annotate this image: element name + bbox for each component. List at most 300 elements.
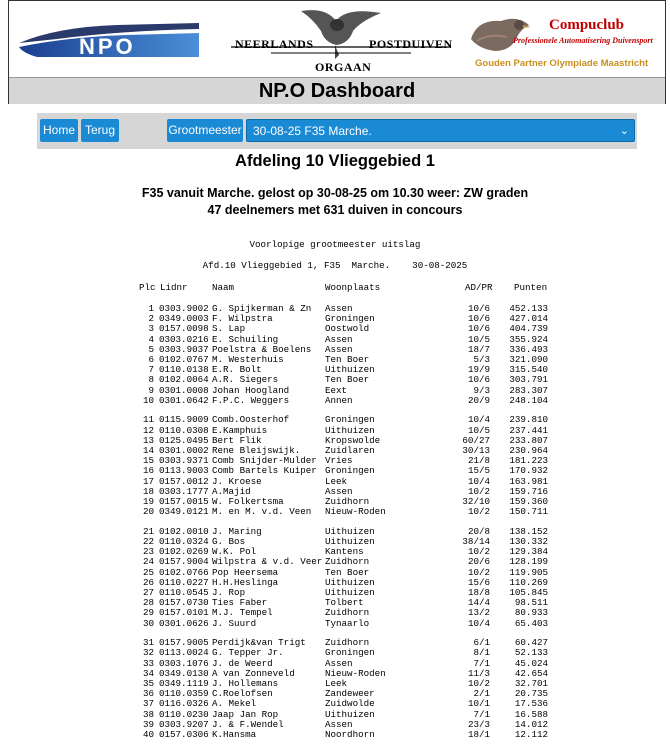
table-row: [0, 385, 670, 395]
cell-woonplaats: Groningen: [325, 647, 375, 659]
report-title: Voorlopige grootmeester uitslag: [249, 239, 421, 250]
cell-woonplaats: Assen: [325, 657, 353, 669]
cell-lidnr: 0157.0098: [159, 323, 209, 335]
cell-adpr: 23/3: [467, 718, 490, 730]
cell-naam: J. Rop: [212, 587, 246, 598]
cell-naam: J. Suurd: [212, 617, 257, 629]
cell-naam: E.R. Bolt: [212, 364, 262, 376]
cell-woonplaats: Assen: [325, 303, 353, 314]
cell-plc: 15: [142, 455, 154, 467]
cell-plc: 34: [142, 667, 154, 679]
cell-naam: H.H.Heslinga: [212, 576, 279, 588]
cell-woonplaats: Assen: [325, 333, 353, 345]
cell-naam: A van Zonneveld: [212, 667, 295, 679]
table-row: [0, 698, 670, 708]
cell-plc: 33: [142, 657, 154, 669]
table-row: [0, 334, 670, 344]
cell-lidnr: 0301.0642: [159, 394, 209, 406]
cell-punten: 130.332: [509, 536, 548, 547]
cell-adpr: 21/8: [467, 455, 490, 467]
cell-punten: 159.360: [509, 496, 548, 507]
cell-punten: 129.384: [509, 546, 548, 558]
cell-lidnr: 0110.0138: [159, 364, 209, 376]
cell-adpr: 9/3: [473, 384, 490, 396]
cell-adpr: 15/5: [467, 465, 490, 477]
table-header: [0, 282, 670, 292]
cell-lidnr: 0303.1777: [159, 485, 209, 497]
table-row: [0, 496, 670, 506]
cell-plc: 26: [142, 576, 154, 588]
cell-plc: 35: [142, 678, 154, 689]
cell-lidnr: 0110.0545: [159, 587, 209, 598]
cell-adpr: 8/1: [473, 647, 490, 659]
cell-plc: 19: [142, 496, 154, 507]
cell-plc: 24: [142, 556, 154, 568]
cell-lidnr: 0110.0359: [159, 688, 209, 700]
cell-naam: G. Spijkerman & Zn: [212, 303, 312, 314]
cell-plc: 38: [142, 708, 154, 720]
cell-lidnr: 0303.9371: [159, 455, 209, 467]
cell-naam: J. Kroese: [212, 475, 262, 487]
nl-logo-right-text: POSTDUIVEN: [369, 37, 453, 51]
cell-plc: 36: [142, 688, 154, 700]
cell-woonplaats: Assen: [325, 718, 353, 730]
table-row: [0, 597, 670, 607]
cell-woonplaats: Oostwold: [325, 323, 370, 335]
cell-lidnr: 0102.0766: [159, 566, 209, 578]
cell-punten: 12.112: [514, 729, 548, 740]
cell-plc: 20: [142, 506, 154, 518]
cell-lidnr: 0303.9002: [159, 303, 209, 314]
table-row: [0, 668, 670, 678]
cell-lidnr: 0110.0227: [159, 576, 209, 588]
table-row: [0, 587, 670, 597]
cell-adpr: 10/2: [467, 678, 490, 689]
cell-woonplaats: Uithuizen: [325, 708, 375, 720]
cell-woonplaats: Zuidhorn: [325, 496, 370, 507]
cell-plc: 32: [142, 647, 154, 659]
table-row: [0, 476, 670, 486]
cell-lidnr: 0113.0024: [159, 647, 209, 659]
table-row: [0, 556, 670, 566]
cell-naam: M. en M. v.d. Veen: [212, 506, 312, 518]
cell-plc: 25: [142, 566, 154, 578]
col-header-woonplaats: Woonplaats: [325, 282, 381, 293]
cell-adpr: 10/6: [467, 374, 490, 386]
cell-punten: 42.654: [514, 667, 548, 679]
cell-adpr: 14/4: [467, 597, 490, 609]
cell-plc: 5: [148, 343, 154, 355]
npo-logo-graphic: [17, 21, 199, 61]
cell-woonplaats: Annen: [325, 394, 353, 406]
cell-lidnr: 0113.9003: [159, 465, 209, 477]
cell-woonplaats: Nieuw-Roden: [325, 667, 386, 679]
cell-lidnr: 0102.0010: [159, 525, 209, 537]
table-row: [0, 709, 670, 719]
cell-adpr: 10/4: [467, 617, 490, 629]
table-row: [0, 719, 670, 729]
report-subtitle: Afd.10 Vlieggebied 1, F35 Marche. 30-08-2025: [202, 260, 468, 271]
cell-naam: J. Hollemans: [212, 678, 279, 689]
table-row: [0, 618, 670, 628]
cell-naam: J. & F.Wendel: [212, 718, 284, 730]
cell-adpr: 10/4: [467, 475, 490, 487]
cell-adpr: 5/3: [473, 354, 490, 365]
cell-punten: 14.012: [514, 718, 548, 730]
cell-woonplaats: Groningen: [325, 414, 375, 426]
cell-punten: 52.133: [514, 647, 548, 659]
cell-naam: E.Kamphuis: [212, 424, 268, 436]
cell-adpr: 10/6: [467, 313, 490, 325]
cell-woonplaats: Uithuizen: [325, 536, 375, 547]
table-row: [0, 465, 670, 475]
cell-plc: 13: [142, 434, 154, 446]
section-title: Afdeling 10 Vlieggebied 1: [235, 152, 435, 170]
cell-woonplaats: Ten Boer: [325, 566, 370, 578]
table-row: [0, 374, 670, 384]
cell-naam: G. Tepper Jr.: [212, 647, 284, 659]
cell-woonplaats: Zuidlaren: [325, 445, 375, 456]
cell-punten: 45.024: [514, 657, 548, 669]
table-row: [0, 637, 670, 647]
cell-naam: Comb Snijder-Mulder: [212, 455, 317, 467]
compuclub-title: Compuclub: [549, 17, 625, 33]
table-row: [0, 435, 670, 445]
cell-adpr: 19/9: [467, 364, 490, 376]
cell-adpr: 10/2: [467, 546, 490, 558]
npo-logo-text: NPO: [79, 34, 136, 59]
table-row: [0, 364, 670, 374]
cell-woonplaats: Groningen: [325, 465, 375, 477]
cell-punten: 159.716: [509, 485, 548, 497]
cell-adpr: 10/5: [467, 424, 490, 436]
cell-lidnr: 0116.0326: [159, 698, 209, 710]
cell-naam: Poelstra & Boelens: [212, 343, 312, 355]
cell-lidnr: 0102.0269: [159, 546, 209, 558]
cell-punten: 80.933: [514, 607, 548, 619]
cell-naam: G. Bos: [212, 536, 246, 547]
cell-naam: K.Hansma: [212, 729, 257, 740]
nl-logo-bottom-text: ORGAAN: [315, 60, 372, 74]
cell-punten: 20.735: [514, 688, 548, 700]
cell-woonplaats: Zandeweer: [325, 688, 375, 700]
cell-plc: 17: [142, 475, 154, 487]
cell-plc: 28: [142, 597, 154, 609]
cell-punten: 355.924: [509, 333, 548, 345]
cell-punten: 128.199: [509, 556, 548, 568]
cell-punten: 239.810: [509, 414, 548, 426]
cell-adpr: 6/1: [473, 637, 490, 649]
cell-woonplaats: Leek: [325, 678, 348, 689]
cell-lidnr: 0303.1076: [159, 657, 209, 669]
col-header-punten: Punten: [514, 282, 548, 293]
cell-naam: Wilpstra & v.d. Veer: [212, 556, 323, 568]
table-row: [0, 536, 670, 546]
cell-plc: 14: [142, 445, 154, 456]
table-row: [0, 395, 670, 405]
cell-naam: Pop Heersema: [212, 566, 279, 578]
cell-lidnr: 0301.0002: [159, 445, 209, 456]
cell-lidnr: 0110.0308: [159, 424, 209, 436]
table-row: [0, 323, 670, 333]
cell-lidnr: 0157.9004: [159, 556, 209, 568]
cell-punten: 170.932: [509, 465, 548, 477]
cell-plc: 40: [142, 729, 154, 740]
cell-woonplaats: Uithuizen: [325, 525, 375, 537]
cell-naam: W.K. Pol: [212, 546, 257, 558]
cell-plc: 2: [148, 313, 154, 325]
cell-punten: 315.540: [509, 364, 548, 376]
col-header-lidnr: Lidnr: [160, 282, 188, 293]
cell-punten: 16.588: [514, 708, 548, 720]
compuclub-pigeon-icon: [467, 11, 537, 59]
cell-adpr: 60/27: [462, 434, 490, 446]
cell-plc: 37: [142, 698, 154, 710]
cell-plc: 1: [148, 303, 154, 314]
title-bar: [9, 77, 665, 104]
page-header: [8, 0, 666, 104]
cell-lidnr: 0157.0306: [159, 729, 209, 740]
cell-lidnr: 0301.0626: [159, 617, 209, 629]
cell-plc: 29: [142, 607, 154, 619]
cell-woonplaats: Tolbert: [325, 597, 364, 609]
cell-adpr: 10/1: [467, 698, 490, 710]
cell-lidnr: 0303.9207: [159, 718, 209, 730]
cell-adpr: 13/2: [467, 607, 490, 619]
cell-lidnr: 0157.0015: [159, 496, 209, 507]
cell-naam: Johan Hoogland: [212, 384, 290, 396]
cell-lidnr: 0125.0495: [159, 434, 209, 446]
cell-adpr: 2/1: [473, 688, 490, 700]
cell-plc: 10: [142, 394, 154, 406]
table-row: [0, 729, 670, 739]
cell-punten: 336.493: [509, 343, 548, 355]
table-row: [0, 607, 670, 617]
cell-punten: 60.427: [514, 637, 548, 649]
cell-lidnr: 0301.0008: [159, 384, 209, 396]
cell-lidnr: 0102.0064: [159, 374, 209, 386]
table-row: [0, 354, 670, 364]
cell-punten: 98.511: [514, 597, 548, 609]
cell-lidnr: 0349.0130: [159, 667, 209, 679]
cell-woonplaats: Zuidhorn: [325, 556, 370, 568]
npo-logo: [17, 21, 199, 61]
table-row: [0, 567, 670, 577]
cell-naam: W. Folkertsma: [212, 496, 284, 507]
cell-punten: 404.739: [509, 323, 548, 335]
cell-woonplaats: Zuidwolde: [325, 698, 375, 710]
cell-naam: F.P.C. Weggers: [212, 394, 290, 406]
cell-woonplaats: Zuidhorn: [325, 637, 370, 649]
cell-adpr: 30/13: [462, 445, 490, 456]
cell-naam: F. Wilpstra: [212, 313, 273, 325]
logo-bar: [9, 1, 665, 77]
cell-adpr: 10/6: [467, 323, 490, 335]
cell-woonplaats: Kantens: [325, 546, 364, 558]
race-info-line1: F35 vanuit Marche. gelost op 30-08-25 om 10.30 weer: ZW graden: [141, 186, 529, 200]
cell-adpr: 10/2: [467, 566, 490, 578]
cell-plc: 11: [142, 414, 154, 426]
cell-naam: A.R. Siegers: [212, 374, 279, 386]
cell-naam: E. Schuiling: [212, 333, 279, 345]
cell-punten: 138.152: [509, 525, 548, 537]
cell-lidnr: 0349.0003: [159, 313, 209, 325]
cell-naam: Comb.Oosterhof: [212, 414, 290, 426]
table-row: [0, 647, 670, 657]
cell-adpr: 10/2: [467, 485, 490, 497]
cell-punten: 230.964: [509, 445, 548, 456]
race-info-line2: 47 deelnemers met 631 duiven in concours: [207, 203, 463, 217]
cell-lidnr: 0157.0101: [159, 607, 209, 619]
table-row: [0, 526, 670, 536]
cell-adpr: 10/2: [467, 506, 490, 518]
cell-punten: 119.905: [509, 566, 548, 578]
cell-naam: J. de Weerd: [212, 657, 273, 669]
table-row: [0, 678, 670, 688]
cell-lidnr: 0157.0012: [159, 475, 209, 487]
table-row: [0, 455, 670, 465]
cell-plc: 3: [148, 323, 154, 335]
table-row: [0, 445, 670, 455]
cell-lidnr: 0157.9005: [159, 637, 209, 649]
table-row: [0, 313, 670, 323]
cell-naam: A.Majid: [212, 485, 251, 497]
cell-punten: 110.269: [509, 576, 548, 588]
compuclub-subtitle: Professionele Automatisering Duivensport: [513, 36, 653, 45]
grootmeester-button[interactable]: Grootmeester: [167, 119, 243, 142]
col-header-adpr: AD/PR: [465, 282, 493, 293]
cell-woonplaats: Uithuizen: [325, 364, 375, 376]
table-row: [0, 546, 670, 556]
cell-adpr: 18/8: [467, 587, 490, 598]
cell-lidnr: 0303.0216: [159, 333, 209, 345]
table-row: [0, 577, 670, 587]
table-row: [0, 425, 670, 435]
table-row: [0, 344, 670, 354]
cell-punten: 163.981: [509, 475, 548, 487]
cell-naam: S. Lap: [212, 323, 246, 335]
cell-lidnr: 0102.0767: [159, 354, 209, 365]
cell-adpr: 11/3: [467, 667, 490, 679]
cell-plc: 6: [148, 354, 154, 365]
cell-punten: 17.536: [514, 698, 548, 710]
cell-woonplaats: Noordhorn: [325, 729, 375, 740]
table-row: [0, 414, 670, 424]
col-header-naam: Naam: [212, 282, 235, 293]
cell-adpr: 7/1: [473, 708, 490, 720]
cell-woonplaats: Kropswolde: [325, 434, 381, 446]
cell-lidnr: 0115.9009: [159, 414, 209, 426]
cell-plc: 22: [142, 536, 154, 547]
back-button[interactable]: Terug: [81, 119, 119, 142]
cell-plc: 4: [148, 333, 154, 345]
race-select[interactable]: [246, 119, 635, 142]
table-row: [0, 303, 670, 313]
cell-woonplaats: Uithuizen: [325, 576, 375, 588]
compuclub-partner-text: Gouden Partner Olympiade Maastricht: [475, 58, 649, 69]
cell-punten: 237.441: [509, 424, 548, 436]
cell-adpr: 32/10: [462, 496, 490, 507]
cell-punten: 150.711: [509, 506, 548, 518]
cell-naam: Ties Faber: [212, 597, 268, 609]
cell-naam: Jaap Jan Rop: [212, 708, 279, 720]
cell-woonplaats: Groningen: [325, 313, 375, 325]
cell-woonplaats: Uithuizen: [325, 587, 375, 598]
cell-adpr: 10/4: [467, 414, 490, 426]
cell-adpr: 20/8: [467, 525, 490, 537]
cell-woonplaats: Leek: [325, 475, 348, 487]
cell-plc: 39: [142, 718, 154, 730]
cell-woonplaats: Eext: [325, 384, 348, 396]
cell-plc: 7: [148, 364, 154, 376]
cell-adpr: 38/14: [462, 536, 490, 547]
cell-adpr: 20/6: [467, 556, 490, 568]
cell-plc: 27: [142, 587, 154, 598]
cell-punten: 283.307: [509, 384, 548, 396]
cell-lidnr: 0110.0230: [159, 708, 209, 720]
cell-punten: 233.807: [509, 434, 548, 446]
cell-naam: A. Mekel: [212, 698, 257, 710]
cell-lidnr: 0110.0324: [159, 536, 209, 547]
cell-punten: 248.104: [509, 394, 548, 406]
cell-naam: M. Westerhuis: [212, 354, 284, 365]
cell-plc: 16: [142, 465, 154, 477]
cell-plc: 30: [142, 617, 154, 629]
cell-lidnr: 0349.0121: [159, 506, 209, 518]
table-row: [0, 658, 670, 668]
cell-adpr: 7/1: [473, 657, 490, 669]
cell-punten: 427.014: [509, 313, 548, 325]
cell-plc: 9: [148, 384, 154, 396]
table-row: [0, 486, 670, 496]
cell-woonplaats: Zuidhorn: [325, 607, 370, 619]
cell-woonplaats: Tynaarlo: [325, 617, 370, 629]
table-row: [0, 506, 670, 516]
col-header-plc: Plc: [139, 282, 156, 293]
cell-naam: Perdijk&van Trigt: [212, 637, 306, 649]
cell-plc: 23: [142, 546, 154, 558]
cell-woonplaats: Assen: [325, 485, 353, 497]
cell-naam: Bert Flik: [212, 434, 262, 446]
cell-plc: 8: [148, 374, 154, 386]
cell-naam: C.Roelofsen: [212, 688, 273, 700]
compuclub-logo: [465, 11, 665, 71]
cell-woonplaats: Nieuw-Roden: [325, 506, 386, 518]
nl-postduiven-logo: [231, 7, 451, 75]
cell-naam: M.J. Tempel: [212, 607, 273, 619]
cell-punten: 181.223: [509, 455, 548, 467]
cell-adpr: 10/6: [467, 303, 490, 314]
cell-lidnr: 0303.9037: [159, 343, 209, 355]
cell-woonplaats: Ten Boer: [325, 354, 370, 365]
cell-naam: Comb Bartels Kuiper: [212, 465, 317, 477]
cell-woonplaats: Vries: [325, 455, 353, 467]
cell-lidnr: 0157.0730: [159, 597, 209, 609]
cell-adpr: 18/7: [467, 343, 490, 355]
table-row: [0, 688, 670, 698]
nl-logo-left-text: NEERLANDS: [235, 37, 314, 51]
chevron-down-icon: ⌄: [619, 125, 629, 137]
cell-woonplaats: Ten Boer: [325, 374, 370, 386]
cell-woonplaats: Uithuizen: [325, 424, 375, 436]
cell-plc: 21: [142, 525, 154, 537]
cell-punten: 105.845: [509, 587, 548, 598]
cell-adpr: 18/1: [467, 729, 490, 740]
cell-plc: 18: [142, 485, 154, 497]
cell-punten: 303.791: [509, 374, 548, 386]
race-select-value: 30-08-25 F35 Marche.: [253, 124, 372, 138]
home-button[interactable]: Home: [40, 119, 78, 142]
